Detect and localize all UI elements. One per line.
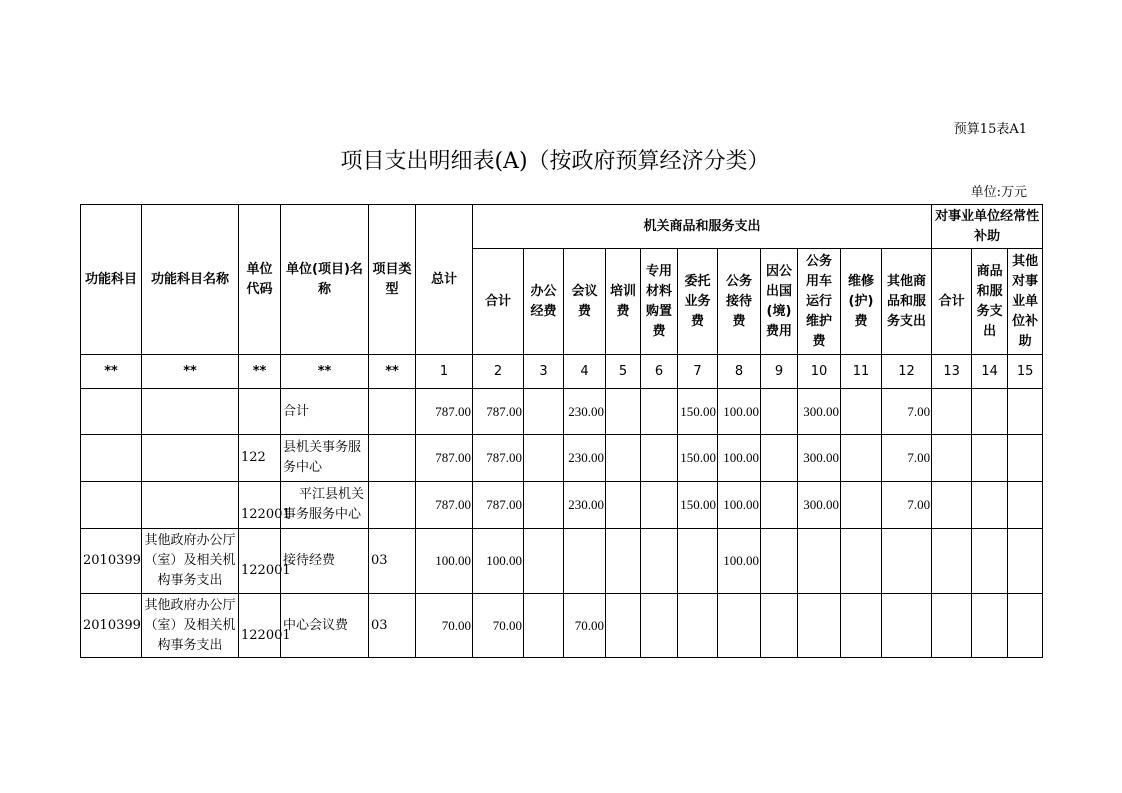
cell-commission-fee [678,594,718,658]
cell-subsidy-total [932,594,972,658]
cell-subsidy-other [1008,529,1043,594]
index-unit-name: ** [281,355,369,389]
cell-func-code: 2010399 [81,594,142,658]
cell-office-expense [524,435,564,482]
cell-reception-fee: 100.00 [718,529,761,594]
cell-project-type: 03 [369,529,416,594]
cell-office-expense [524,594,564,658]
cell-func-name [142,435,239,482]
cell-reception-fee: 100.00 [718,482,761,529]
cell-total: 70.00 [416,594,473,658]
cell-reception-fee: 100.00 [718,435,761,482]
cell-meeting-fee: 230.00 [564,435,606,482]
form-code: 预算15表A1 [953,122,1027,137]
header-overseas-fee: 因公出国(境)费用 [761,249,798,355]
cell-subsidy-other [1008,482,1043,529]
cell-commission-fee: 150.00 [678,389,718,435]
header-goods-total: 合计 [473,249,524,355]
cell-subsidy-goods [972,389,1008,435]
cell-vehicle-fee: 300.00 [798,482,841,529]
header-subsidy-group: 对事业单位经常性补助 [932,205,1043,249]
cell-total: 787.00 [416,389,473,435]
cell-goods-total: 70.00 [473,594,524,658]
unit-label: 单位:万元 [970,185,1027,200]
header-commission-fee: 委托业务费 [678,249,718,355]
cell-other-goods-fee [882,594,932,658]
cell-subsidy-other [1008,594,1043,658]
header-maintenance-fee: 维修(护)费 [841,249,882,355]
table-row [81,482,1043,529]
cell-subsidy-total [932,482,972,529]
cell-unit-name: 合计 [281,389,369,435]
header-unit-name: 单位(项目)名称 [281,205,369,355]
cell-maintenance-fee [841,594,882,658]
header-project-type: 项目类型 [369,205,416,355]
cell-materials-fee [641,594,678,658]
header-row-1 [81,205,1043,249]
table-row [81,389,1043,435]
index-training-fee: 5 [606,355,641,389]
index-func-name: ** [142,355,239,389]
cell-materials-fee [641,529,678,594]
cell-project-type [369,389,416,435]
index-unit-code: ** [239,355,281,389]
cell-subsidy-goods [972,529,1008,594]
cell-project-type [369,482,416,529]
cell-func-name [142,389,239,435]
cell-maintenance-fee [841,435,882,482]
index-other-goods-fee: 12 [882,355,932,389]
index-subsidy-other: 15 [1008,355,1043,389]
header-materials-fee: 专用材料购置费 [641,249,678,355]
cell-subsidy-total [932,529,972,594]
cell-project-type: 03 [369,594,416,658]
cell-func-name: 其他政府办公厅（室）及相关机构事务支出 [142,529,239,594]
cell-unit-code: 122001 [239,482,281,529]
header-office-expense: 办公经费 [524,249,564,355]
cell-goods-total: 787.00 [473,389,524,435]
cell-overseas-fee [761,389,798,435]
header-vehicle-fee: 公务用车运行维护费 [798,249,841,355]
cell-goods-total: 787.00 [473,435,524,482]
index-meeting-fee: 4 [564,355,606,389]
cell-meeting-fee [564,529,606,594]
index-office-expense: 3 [524,355,564,389]
cell-maintenance-fee [841,482,882,529]
cell-training-fee [606,529,641,594]
cell-overseas-fee [761,435,798,482]
header-reception-fee: 公务接待费 [718,249,761,355]
header-meeting-fee: 会议费 [564,249,606,355]
header-unit-code: 单位代码 [239,205,281,355]
index-subsidy-goods: 14 [972,355,1008,389]
index-materials-fee: 6 [641,355,678,389]
header-subsidy-goods: 商品和服务支出 [972,249,1008,355]
index-project-type: ** [369,355,416,389]
cell-vehicle-fee [798,594,841,658]
cell-func-code [81,435,142,482]
header-func-code: 功能科目 [81,205,142,355]
cell-subsidy-other [1008,389,1043,435]
cell-materials-fee [641,435,678,482]
index-row [81,355,1043,389]
cell-meeting-fee: 230.00 [564,482,606,529]
index-reception-fee: 8 [718,355,761,389]
cell-vehicle-fee: 300.00 [798,389,841,435]
index-func-code: ** [81,355,142,389]
cell-func-code [81,482,142,529]
cell-materials-fee [641,482,678,529]
cell-total: 787.00 [416,435,473,482]
cell-materials-fee [641,389,678,435]
cell-maintenance-fee [841,389,882,435]
cell-unit-code: 122001 [239,594,281,658]
cell-office-expense [524,482,564,529]
index-overseas-fee: 9 [761,355,798,389]
cell-unit-name: 县机关事务服务中心 [281,435,369,482]
cell-commission-fee [678,529,718,594]
index-maintenance-fee: 11 [841,355,882,389]
cell-unit-name: 平江县机关事务服务中心 [281,482,369,529]
cell-subsidy-total [932,389,972,435]
page-title: 项目支出明细表(A)（按政府预算经济分类） [340,149,770,174]
cell-commission-fee: 150.00 [678,482,718,529]
cell-vehicle-fee: 300.00 [798,435,841,482]
index-commission-fee: 7 [678,355,718,389]
cell-other-goods-fee: 7.00 [882,389,932,435]
header-training-fee: 培训费 [606,249,641,355]
cell-func-code: 2010399 [81,529,142,594]
cell-training-fee [606,435,641,482]
cell-project-type [369,435,416,482]
cell-vehicle-fee [798,529,841,594]
cell-maintenance-fee [841,529,882,594]
table-body [81,355,1043,658]
cell-subsidy-goods [972,482,1008,529]
table-header [81,205,1043,355]
header-goods-group: 机关商品和服务支出 [473,205,932,249]
cell-other-goods-fee [882,529,932,594]
cell-office-expense [524,389,564,435]
index-goods-total: 2 [473,355,524,389]
header-other-goods-fee: 其他商品和服务支出 [882,249,932,355]
cell-meeting-fee: 230.00 [564,389,606,435]
index-subsidy-total: 13 [932,355,972,389]
cell-other-goods-fee: 7.00 [882,435,932,482]
cell-func-name [142,482,239,529]
cell-goods-total: 100.00 [473,529,524,594]
cell-unit-code [239,389,281,435]
table-row [81,529,1043,594]
cell-commission-fee: 150.00 [678,435,718,482]
cell-unit-name: 中心会议费 [281,594,369,658]
cell-reception-fee [718,594,761,658]
cell-func-name: 其他政府办公厅（室）及相关机构事务支出 [142,594,239,658]
cell-unit-code: 122001 [239,529,281,594]
header-subsidy-total: 合计 [932,249,972,355]
cell-func-code [81,389,142,435]
cell-training-fee [606,482,641,529]
index-total: 1 [416,355,473,389]
cell-other-goods-fee: 7.00 [882,482,932,529]
cell-overseas-fee [761,529,798,594]
cell-office-expense [524,529,564,594]
cell-unit-code: 122 [239,435,281,482]
cell-total: 100.00 [416,529,473,594]
cell-subsidy-total [932,435,972,482]
cell-subsidy-other [1008,435,1043,482]
cell-total: 787.00 [416,482,473,529]
header-subsidy-other: 其他对事业单位补助 [1008,249,1043,355]
cell-training-fee [606,389,641,435]
cell-unit-name: 接待经费 [281,529,369,594]
cell-overseas-fee [761,482,798,529]
header-total: 总计 [416,205,473,355]
cell-overseas-fee [761,594,798,658]
cell-reception-fee: 100.00 [718,389,761,435]
cell-subsidy-goods [972,435,1008,482]
table-row [81,594,1043,658]
cell-subsidy-goods [972,594,1008,658]
cell-goods-total: 787.00 [473,482,524,529]
cell-meeting-fee: 70.00 [564,594,606,658]
expenditure-table [80,204,1043,658]
cell-training-fee [606,594,641,658]
header-func-name: 功能科目名称 [142,205,239,355]
table-row [81,435,1043,482]
index-vehicle-fee: 10 [798,355,841,389]
